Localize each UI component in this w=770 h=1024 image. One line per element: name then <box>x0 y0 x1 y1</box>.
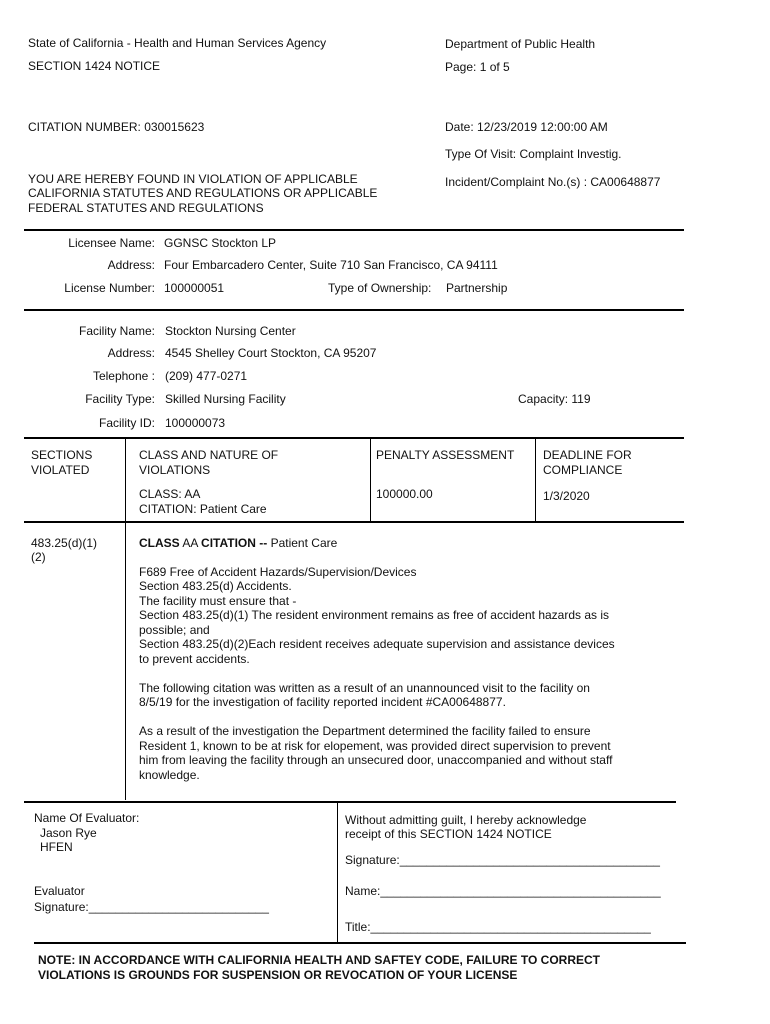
col-penalty-header: PENALTY ASSESSMENT <box>376 448 515 462</box>
class-label: CLASS <box>139 536 180 550</box>
class-value: CLASS: AA <box>139 487 201 501</box>
section-title: SECTION 1424 NOTICE <box>28 59 161 73</box>
license-number: 100000051 <box>164 281 225 295</box>
violation-text: F689 Free of Accident Hazards/Supervision/Devices <box>139 565 417 579</box>
ownership-type: Partnership <box>446 281 508 295</box>
violation-statement-line-2: CALIFORNIA STATUTES AND REGULATIONS OR APPLICABLE <box>28 186 378 200</box>
section-violated-1: 483.25(d)(1) <box>31 536 98 550</box>
table-column-divider <box>125 438 126 522</box>
col-deadline-header-1: DEADLINE FOR <box>543 448 632 462</box>
class-citation-line <box>139 536 337 550</box>
divider <box>24 309 684 311</box>
evaluator-title: HFEN <box>40 840 73 854</box>
divider <box>34 942 686 944</box>
penalty-amount: 100000.00 <box>376 487 433 501</box>
visit-type: Type Of Visit: Complaint Investig. <box>445 147 622 161</box>
violation-text: him from leaving the facility through an unsecured door, unaccompanied and without staff <box>139 753 613 767</box>
facility-id: 100000073 <box>165 416 226 430</box>
violation-text: The following citation was written as a result of an unannounced visit to the facility on <box>139 681 590 695</box>
col-class-header-1: CLASS AND NATURE OF <box>139 448 279 462</box>
ownership-label: Type of Ownership: <box>328 281 432 295</box>
evaluator-signature-line[interactable]: Signature:___________________________ <box>34 900 269 914</box>
evaluator-name: Jason Rye <box>40 826 97 840</box>
acknowledgement-line-2: receipt of this SECTION 1424 NOTICE <box>345 827 552 841</box>
col-deadline-header-2: COMPLIANCE <box>543 463 623 477</box>
citation-number: CITATION NUMBER: 030015623 <box>28 120 205 134</box>
table-column-divider <box>125 522 126 800</box>
licensee-address: Four Embarcadero Center, Suite 710 San Francisco, CA 94111 <box>164 258 498 272</box>
facility-name-label: Facility Name: <box>78 324 155 338</box>
divider <box>24 801 676 803</box>
licensee-name: GGNSC Stockton LP <box>164 236 277 250</box>
telephone: (209) 477-0271 <box>165 369 248 383</box>
violation-text: Section 483.25(d)(2)Each resident receives adequate supervision and assistance devices <box>139 637 615 651</box>
section-violated-2: (2) <box>31 550 46 564</box>
signature-column-divider <box>337 803 338 943</box>
violation-text: Section 483.25(d) Accidents. <box>139 579 292 593</box>
violation-text: As a result of the investigation the Department determined the facility failed to ensure <box>139 724 591 738</box>
violation-statement-line-3: FEDERAL STATUTES AND REGULATIONS <box>28 201 264 215</box>
name-field[interactable]: Name:__________________________________________ <box>345 884 661 898</box>
licensee-name-label: Licensee Name: <box>68 236 155 250</box>
violation-text: The facility must ensure that - <box>139 594 297 608</box>
citation-type: CITATION: Patient Care <box>139 502 267 516</box>
compliance-deadline: 1/3/2020 <box>543 489 590 503</box>
incident-number: Incident/Complaint No.(s) : CA00648877 <box>445 175 661 189</box>
title-field[interactable]: Title:__________________________________________ <box>345 920 651 934</box>
evaluator-signature-label: Evaluator <box>34 884 85 898</box>
violation-text: knowledge. <box>139 768 200 782</box>
citation-date: Date: 12/23/2019 12:00:00 AM <box>445 120 608 134</box>
acknowledgement-line-1: Without admitting guilt, I hereby acknowledge <box>345 813 587 827</box>
facility-type-label: Facility Type: <box>85 392 155 406</box>
divider <box>24 437 684 439</box>
evaluator-label: Name Of Evaluator: <box>34 811 140 825</box>
facility-id-label: Facility ID: <box>98 416 155 430</box>
page-indicator: Page: 1 of 5 <box>445 60 510 74</box>
divider <box>24 229 684 231</box>
violation-text: to prevent accidents. <box>139 652 250 666</box>
telephone-label: Telephone : <box>92 369 155 383</box>
license-note-line-2: VIOLATIONS IS GROUNDS FOR SUSPENSION OR REVOCATION OF YOUR LICENSE <box>38 968 518 982</box>
license-number-label: License Number: <box>64 281 155 295</box>
violation-text: possible; and <box>139 623 210 637</box>
class-value: AA <box>179 536 202 550</box>
col-sections-header-1: SECTIONS <box>31 448 93 462</box>
violation-statement-line-1: YOU ARE HEREBY FOUND IN VIOLATION OF APPLICABLE <box>28 172 358 186</box>
violation-text: Section 483.25(d)(1) The resident environment remains as free of accident hazards as is <box>139 608 610 622</box>
citation-label: CITATION -- <box>201 536 268 550</box>
facility-address: 4545 Shelley Court Stockton, CA 95207 <box>165 346 377 360</box>
col-sections-header-2: VIOLATED <box>31 463 90 477</box>
signature-field[interactable]: Signature:_______________________________________ <box>345 853 660 867</box>
violation-text: 8/5/19 for the investigation of facility reported incident #CA00648877. <box>139 695 506 709</box>
table-column-divider <box>535 438 536 522</box>
facility-type: Skilled Nursing Facility <box>165 392 286 406</box>
col-class-header-2: VIOLATIONS <box>139 463 211 477</box>
department-name: Department of Public Health <box>445 37 596 51</box>
divider <box>24 521 684 523</box>
violation-text: Resident 1, known to be at risk for elopement, was provided direct supervision to prevent <box>139 739 611 753</box>
citation-value: Patient Care <box>267 536 338 550</box>
license-note-line-1: NOTE: IN ACCORDANCE WITH CALIFORNIA HEALTH AND SAFTEY CODE, FAILURE TO CORRECT <box>38 953 600 967</box>
capacity: Capacity: 119 <box>518 392 591 406</box>
agency-name: State of California - Health and Human Services Agency <box>28 36 327 50</box>
table-column-divider <box>370 438 371 522</box>
licensee-address-label: Address: <box>107 258 155 272</box>
facility-address-label: Address: <box>107 346 155 360</box>
facility-name: Stockton Nursing Center <box>165 324 296 338</box>
